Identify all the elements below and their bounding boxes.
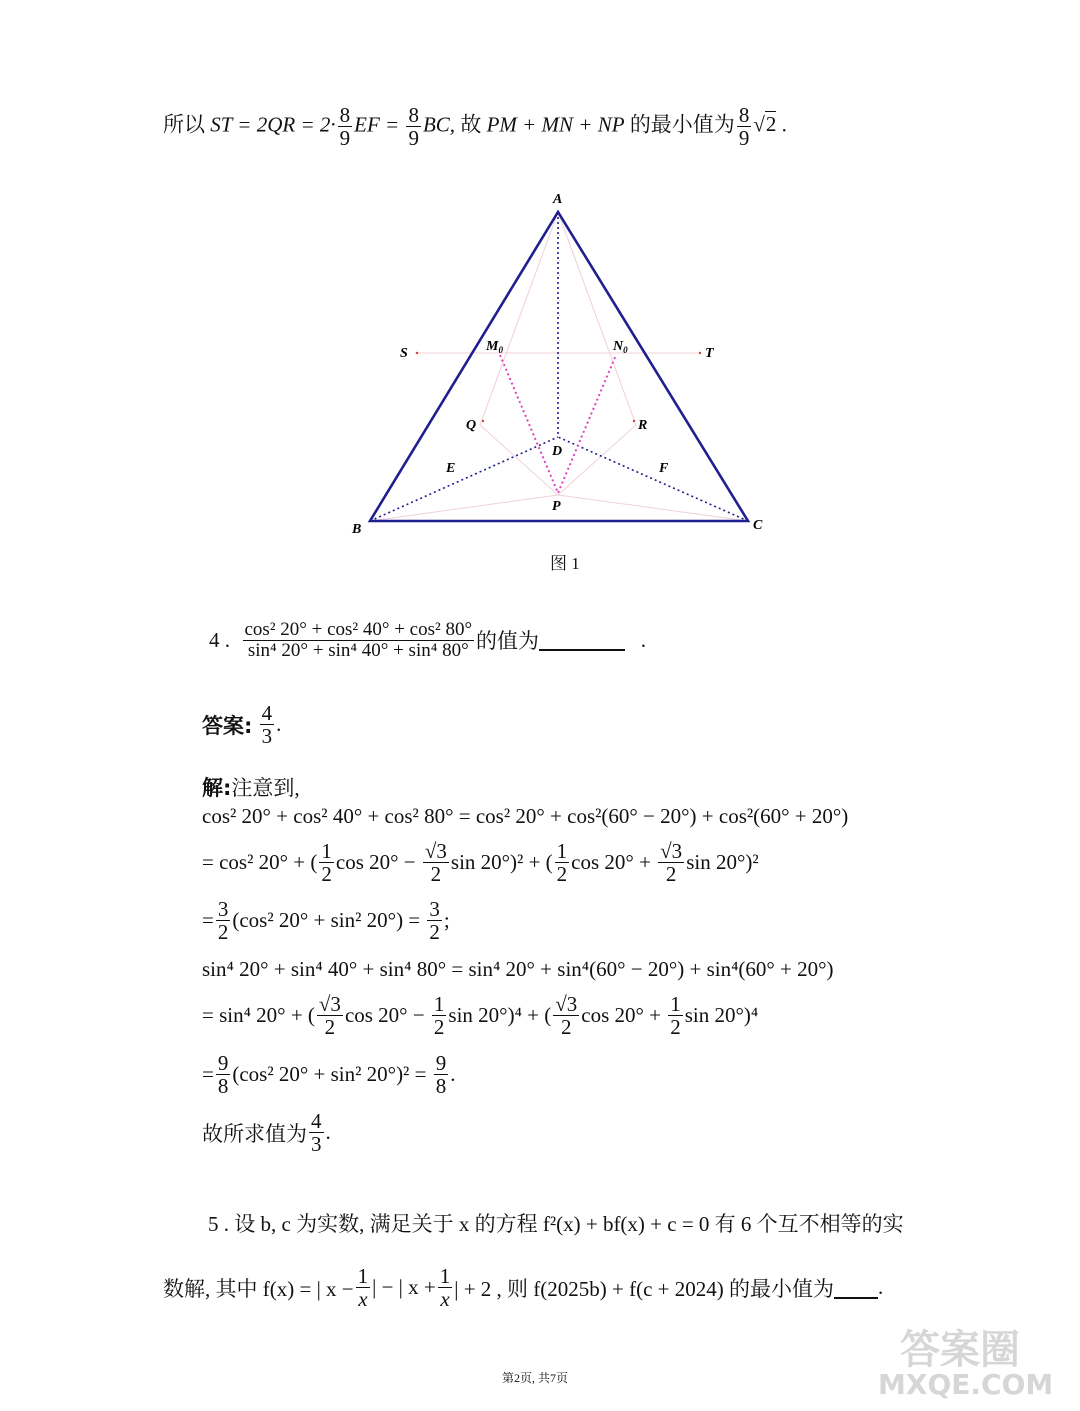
label-q: Q: [466, 418, 477, 433]
page-footer: 第2页, 共7页: [502, 1371, 569, 1385]
figure-caption: 图 1: [550, 554, 580, 573]
label-r: R: [638, 418, 648, 433]
label-e: E: [446, 461, 456, 476]
solution-line-2: = cos² 20° + ( $\frac{1}{2}$ cos 20° − $\frac{√3}{2}$ sin 20°)² + ( $\frac{1}{2}$ cos 20° + $\frac{√3}{2}$ sin 20°)²: [202, 839, 759, 887]
solution-line-5: = sin⁴ 20° + ( $\frac{√3}{2}$ cos 20° − $\frac{1}{2}$ sin 20°)⁴ + ( $\frac{√3}{2}$ cos 20° + $\frac{1}{2}$ sin 20°)⁴: [202, 992, 759, 1040]
label-n0: $N_0$: [613, 339, 628, 355]
label-p: P: [552, 499, 561, 514]
label-d: D: [552, 444, 563, 459]
solution-line-4: sin⁴ 20° + sin⁴ 40° + sin⁴ 80° = sin⁴ 20° + sin⁴(60° − 20°) + sin⁴(60° + 20°): [202, 957, 834, 981]
dotted-cevians: [370, 212, 748, 521]
solution-intro: 解:注意到,: [202, 776, 300, 800]
line-st-qr: 所以 ST = 2QR = 2· $\frac{8}{9}$ EF = $\frac{8}{9}$ BC, 故 PM + MN + NP 的最小值为 $\frac{8}{9}$ √2 .: [163, 103, 787, 151]
answer-blank-5[interactable]: [834, 1277, 878, 1299]
construction-lines: [370, 212, 748, 521]
solution-line-1: cos² 20° + cos² 40° + cos² 80° = cos² 20° + cos²(60° − 20°) + cos²(60° + 20°): [202, 804, 849, 828]
label-t: T: [705, 346, 714, 361]
question-5-line-1: 5 . 设 b, c 为实数, 满足关于 x 的方程 f²(x) + bf(x) + c = 0 有 6 个互不相等的实: [208, 1212, 904, 1236]
question-5-line-2: 数解, 其中 f(x) = | x − $\frac{1}{x}$ | − | x + $\frac{1}{x}$ | + 2 , 则 f(2025b) + f(c + 2024) 的最小值为 .: [163, 1264, 884, 1312]
triangle-abc: [370, 212, 748, 521]
label-a: A: [553, 192, 563, 207]
solution-conclusion: 故所求值为 $\frac{4}{3}$ .: [202, 1109, 331, 1157]
label-b: B: [352, 522, 362, 537]
answer-blank[interactable]: [539, 629, 625, 651]
solution-line-6: = $\frac{9}{8}$ (cos² 20° + sin² 20°)² = $\frac{9}{8}$ .: [202, 1051, 456, 1099]
label-m0: $M_0$: [486, 339, 503, 355]
answer-4: 答案: $\frac{4}{3}$ .: [202, 701, 282, 749]
watermark-logo: 答案圈: [900, 1327, 1020, 1373]
label-c: C: [753, 518, 763, 533]
figure-triangle-diagram: [340, 185, 780, 545]
label-s: S: [400, 346, 408, 361]
label-f: F: [659, 461, 669, 476]
question-4: 4 . $\frac{\text{cos² 20° + cos² 40° + cos² 80°}}{\text{sin⁴ 20° + sin⁴ 40° + sin⁴ 80°}}$ 的值为 .: [209, 619, 647, 661]
solution-line-3: = $\frac{3}{2}$ (cos² 20° + sin² 20°) = $\frac{3}{2}$ ;: [202, 897, 450, 945]
watermark-url: MXQE.COM: [878, 1368, 1054, 1401]
